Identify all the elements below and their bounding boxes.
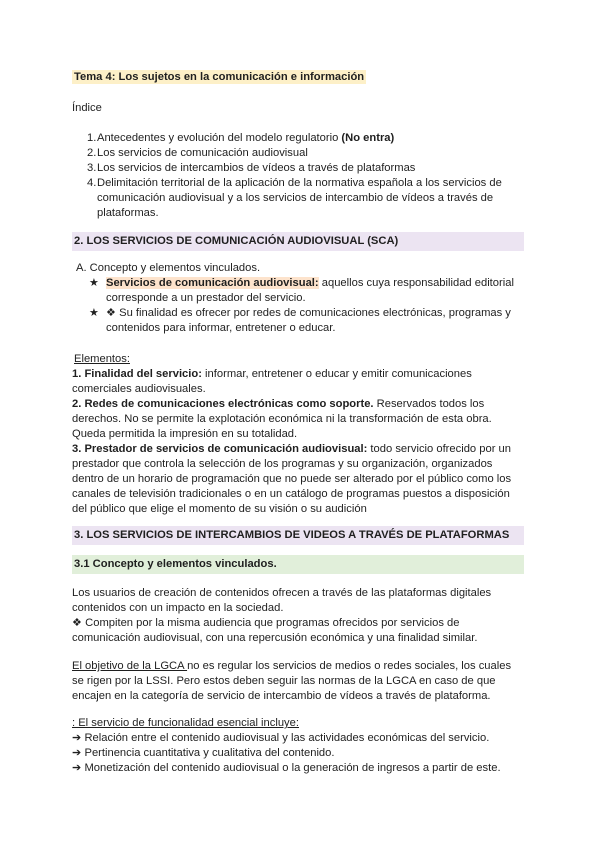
elements-label: Elementos: [74,353,130,365]
bullet-text: aquellos cuya responsabilidad editorial corresponde a un prestador del servicio. [106,277,514,304]
section2-heading: 2. LOS SERVICIOS DE COMUNICACIÓN AUDIOVISUAL (SCA) [72,232,524,251]
index-item-bold: (No entra) [341,132,395,144]
element-bold: 1. Finalidad del servicio: [72,368,202,380]
objetivo-underlined: El objetivo de la LGCA [72,660,188,672]
elements-list [72,367,524,517]
index-item [72,131,524,146]
element-bold: 3. Prestador de servicios de comunicación audiovisual: [72,443,368,455]
element-item [72,397,524,442]
section3-heading-row [72,526,524,545]
element-text: informar, entretener o educar y emitir comunicaciones comerciales audiovisuales. [72,368,472,395]
index-item [72,176,524,221]
funcional-list [72,731,524,776]
funcional-item: ➔ Pertinencia cuantitativa y cualitativa del contenido. [72,747,335,759]
section2-bullet [72,276,524,306]
index-item-number: 3. [87,162,97,174]
element-text: todo servicio ofrecido por un prestador que controla la selección de los programas y su organización, organizados dentro de un horario de programación que no puede ser alterado por el público como los canales de televisión tradicionales o en un catálogo de programas puestos a disposición del público que elige el momento de su visión o su audición [72,443,512,515]
bullet-bold: Servicios de comunicación audiovisual: [106,277,319,289]
bullet-text: ❖ Su finalidad es ofrecer por redes de comunicaciones electrónicas, programas y contenidos para informar, entretener o educar. [106,307,511,334]
index-list [72,131,524,221]
section3-objetivo [72,659,524,704]
elements-label-row [74,352,526,367]
objetivo-text: no es regular los servicios de medios o redes sociales, los cuales se rigen por la LSSI. Pero estos deben seguir las normas de la LGCA en caso de que encajen en la categoría de servicio de intercambio de vídeos a través de plataforma. [72,660,512,702]
funcional-label-row [72,716,524,731]
index-item-text: Los servicios de intercambios de vídeos a través de plataformas [97,162,416,174]
index-item-number: 4. [87,177,97,189]
section2-heading-row [72,232,524,251]
funcional-item: ➔ Monetización del contenido audiovisual o la generación de ingresos a partir de este. [72,762,501,774]
index-item-text: Los servicios de comunicación audiovisual [97,147,308,159]
document-title: Tema 4: Los sujetos en la comunicación e información [74,71,365,83]
index-item-text: Delimitación territorial de la aplicación de la normativa española a los servicios de comunicación audiovisual y a los servicios de intercambio de vídeos a través de plataformas. [97,177,502,219]
element-item [72,442,524,517]
element-text: Reservados todos los derechos. No se permite la explotación económica ni la transformación de esta obra. Queda permitida la impresión en su totalidad. [72,398,492,440]
index-label: Índice [72,102,102,114]
funcional-label: : El servicio de funcionalidad esencial incluye: [72,717,299,729]
section2-bullet [72,306,524,336]
section2-bullets [72,276,524,336]
index-item [72,161,524,176]
index-item-number: 2. [87,147,97,159]
funcional-item: ➔ Relación entre el contenido audiovisual y las actividades económicas del servicio. [72,732,490,744]
section3-para2: ❖ Compiten por la misma audiencia que programas ofrecidos por servicios de comunicación audiovisual, con una repercusión económica y una finalidad similar. [72,617,478,644]
section3-para1: Los usuarios de creación de contenidos ofrecen a través de las plataformas digitales contenidos con un impacto en la sociedad. [72,587,492,614]
document-title-row [72,70,524,85]
index-item-text: Antecedentes y evolución del modelo regulatorio [97,132,342,144]
section3-heading: 3. LOS SERVICIOS DE INTERCAMBIOS DE VIDEOS A TRAVÉS DE PLATAFORMAS [72,526,524,545]
element-item [72,367,524,397]
index-item [72,146,524,161]
section3-sub-row [72,555,524,574]
section3-sub: 3.1 Concepto y elementos vinculados. [72,555,524,574]
star-icon: ★ [89,307,99,319]
element-bold: 2. Redes de comunicaciones electrónicas como soporte. [72,398,374,410]
index-item-number: 1. [87,132,97,144]
section2-sub-a: A. Concepto y elementos vinculados. [76,262,261,274]
star-icon: ★ [89,277,99,289]
